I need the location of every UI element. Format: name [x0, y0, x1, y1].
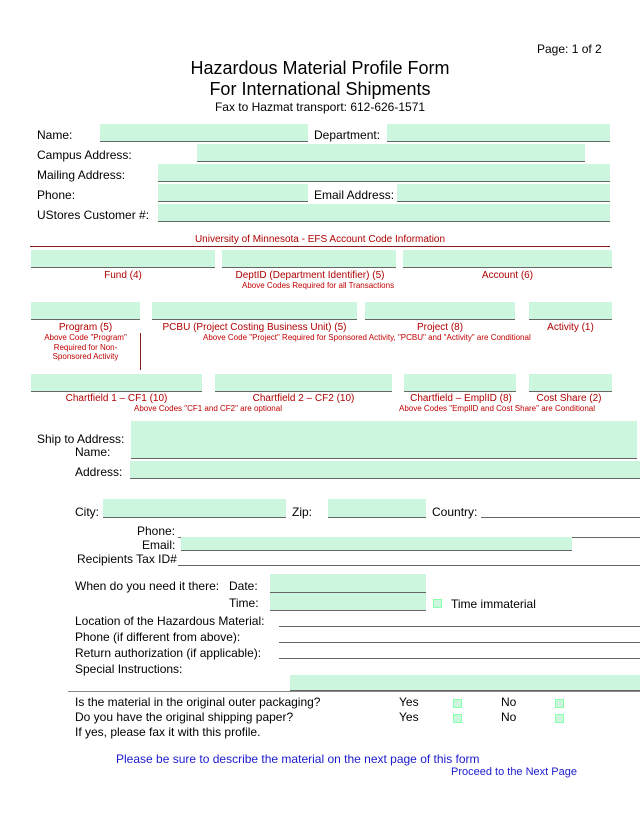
- packaging-no-label: No: [501, 695, 517, 709]
- ship-email-label: Email:: [142, 538, 176, 552]
- return-auth-label: Return authorization (if applicable):: [75, 646, 262, 660]
- cf-note: Above Codes "CF1 and CF2" are optional: [134, 404, 282, 413]
- cf2-label: Chartfield 2 – CF2 (10): [252, 393, 355, 404]
- location-label: Location of the Hazardous Material:: [75, 614, 265, 628]
- country-field[interactable]: [481, 517, 640, 518]
- efs-header: University of Minnesota - EFS Account Code Information: [194, 234, 446, 245]
- activity-field[interactable]: [529, 302, 612, 320]
- city-field[interactable]: [103, 499, 286, 518]
- paper-yes-checkbox[interactable]: [453, 714, 462, 723]
- ustores-field[interactable]: [158, 204, 610, 222]
- department-label: Department:: [314, 128, 381, 142]
- campus-address-label: Campus Address:: [37, 148, 132, 162]
- ship-name-label: Name:: [75, 445, 111, 459]
- describe-note: Please be sure to describe the material on the next page of this form: [116, 752, 480, 766]
- packaging-yes-label: Yes: [399, 695, 419, 709]
- ship-to-label: Ship to Address:: [37, 432, 125, 446]
- ship-name-field[interactable]: [131, 421, 637, 459]
- costshare-label: Cost Share (2): [536, 393, 602, 404]
- program-note-3: Sponsored Activity: [52, 352, 119, 361]
- program-note-1: Above Code "Program": [44, 333, 127, 342]
- time-immaterial-checkbox[interactable]: [433, 599, 442, 608]
- packaging-yes-checkbox[interactable]: [453, 699, 462, 708]
- return-auth-field[interactable]: [279, 658, 640, 659]
- paper-no-checkbox[interactable]: [555, 714, 564, 723]
- efs-divider: [30, 246, 610, 247]
- email-field[interactable]: [397, 184, 610, 202]
- account-field[interactable]: [403, 250, 612, 268]
- packaging-question: Is the material in the original outer packaging?: [75, 695, 321, 709]
- project-note: Above Code "Project" Required for Sponsored Activity, "PCBU" and "Activity" are Conditional: [203, 333, 531, 342]
- ship-address-label: Address:: [75, 465, 123, 479]
- campus-address-field[interactable]: [197, 144, 585, 162]
- ship-address-field[interactable]: [130, 461, 640, 479]
- program-divider: [140, 333, 141, 370]
- time-field[interactable]: [270, 593, 426, 611]
- project-field[interactable]: [365, 302, 515, 320]
- cf2-field[interactable]: [215, 374, 392, 392]
- zip-label: Zip:: [292, 505, 313, 519]
- time-immaterial-label: Time immaterial: [451, 597, 536, 611]
- cf1-field[interactable]: [31, 374, 202, 392]
- paper-no-label: No: [501, 710, 517, 724]
- emplid-note: Above Codes "EmplID and Cost Share" are Conditional: [399, 404, 596, 413]
- ship-phone-label: Phone:: [137, 524, 176, 538]
- fax-line: Fax to Hazmat transport: 612-626-1571: [214, 100, 426, 114]
- phone-field[interactable]: [158, 184, 308, 202]
- date-field[interactable]: [270, 574, 426, 593]
- date-label: Date:: [229, 579, 258, 593]
- deptid-label: DeptID (Department Identifier) (5): [235, 270, 385, 281]
- program-label: Program (5): [58, 322, 113, 333]
- account-label: Account (6): [481, 270, 534, 281]
- proceed-link[interactable]: Proceed to the Next Page: [451, 766, 577, 778]
- program-field[interactable]: [31, 302, 140, 320]
- tax-id-label: Recipients Tax ID#: [77, 552, 177, 566]
- special-instructions-label: Special Instructions:: [75, 662, 183, 676]
- paper-yes-label: Yes: [399, 710, 419, 724]
- emplid-field[interactable]: [404, 374, 516, 392]
- alt-phone-field[interactable]: [279, 642, 640, 643]
- deptid-field[interactable]: [222, 250, 396, 268]
- time-label: Time:: [229, 596, 259, 610]
- shipping-paper-question: Do you have the original shipping paper?: [75, 710, 294, 724]
- zip-field[interactable]: [328, 499, 426, 518]
- pcbu-field[interactable]: [152, 302, 357, 320]
- form-title: Hazardous Material Profile Form: [190, 58, 450, 78]
- location-field[interactable]: [279, 626, 640, 627]
- fax-instruction: If yes, please fax it with this profile.: [75, 725, 261, 739]
- costshare-field[interactable]: [529, 374, 612, 392]
- tax-id-field[interactable]: [178, 565, 640, 566]
- form-subtitle: For International Shipments: [209, 79, 431, 99]
- department-field[interactable]: [387, 124, 610, 142]
- email-label: Email Address:: [314, 188, 395, 202]
- fund-field[interactable]: [31, 250, 215, 268]
- city-label: City:: [75, 505, 99, 519]
- special-instructions-field[interactable]: [290, 675, 640, 691]
- packaging-no-checkbox[interactable]: [555, 699, 564, 708]
- name-field[interactable]: [100, 124, 308, 142]
- name-label: Name:: [37, 128, 73, 142]
- ship-email-field[interactable]: [181, 537, 572, 551]
- alt-phone-label: Phone (if different from above):: [75, 630, 241, 644]
- special-divider: [68, 691, 640, 692]
- mailing-address-label: Mailing Address:: [37, 168, 126, 182]
- pcbu-label: PCBU (Project Costing Business Unit) (5): [162, 322, 347, 333]
- ustores-label: UStores Customer #:: [37, 208, 150, 222]
- country-label: Country:: [432, 505, 478, 519]
- cf1-label: Chartfield 1 – CF1 (10): [65, 393, 168, 404]
- project-label: Project (8): [416, 322, 464, 333]
- activity-label: Activity (1): [547, 322, 594, 333]
- program-note-2: Required for Non-: [53, 343, 118, 352]
- page-number: Page: 1 of 2: [537, 42, 602, 56]
- phone-label: Phone:: [37, 188, 76, 202]
- fund-label: Fund (4): [104, 270, 142, 281]
- mailing-address-field[interactable]: [158, 164, 610, 182]
- required-note: Above Codes Required for all Transactions: [242, 281, 395, 290]
- emplid-label: Chartfield – EmplID (8): [410, 393, 512, 404]
- when-label: When do you need it there:: [75, 579, 220, 593]
